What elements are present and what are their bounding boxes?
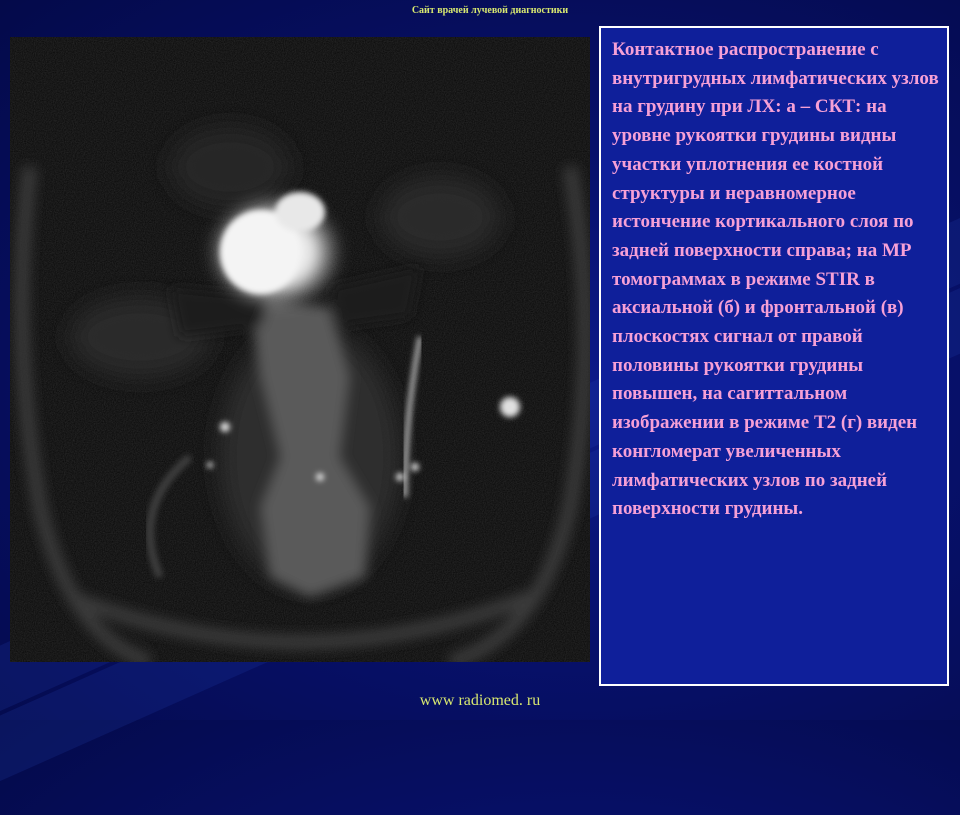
site-header: Сайт врачей лучевой диагностики [411,5,569,16]
caption-box [599,26,949,686]
mri-image [10,37,590,662]
site-url: www radiomed. ru [419,692,541,709]
caption-text: Контактное распространение с внутригрудных лимфатических узлов на грудину при ЛХ: а – СКТ: на уровне рукоятки грудины видны участки уплотнения ее костной структуры и неравномерное истончение кортикального слоя по задней поверхности справа; на МР томограммах в режиме STIR в аксиальной (б) и фронтальной (в) плоскостях сигнал от правой половины рукоятки грудины повышен, на сагиттальном изображении в режиме Т2 (г) виден конгломерат увеличенных лимфатических узлов по задней поверхности грудины. [612,39,939,520]
